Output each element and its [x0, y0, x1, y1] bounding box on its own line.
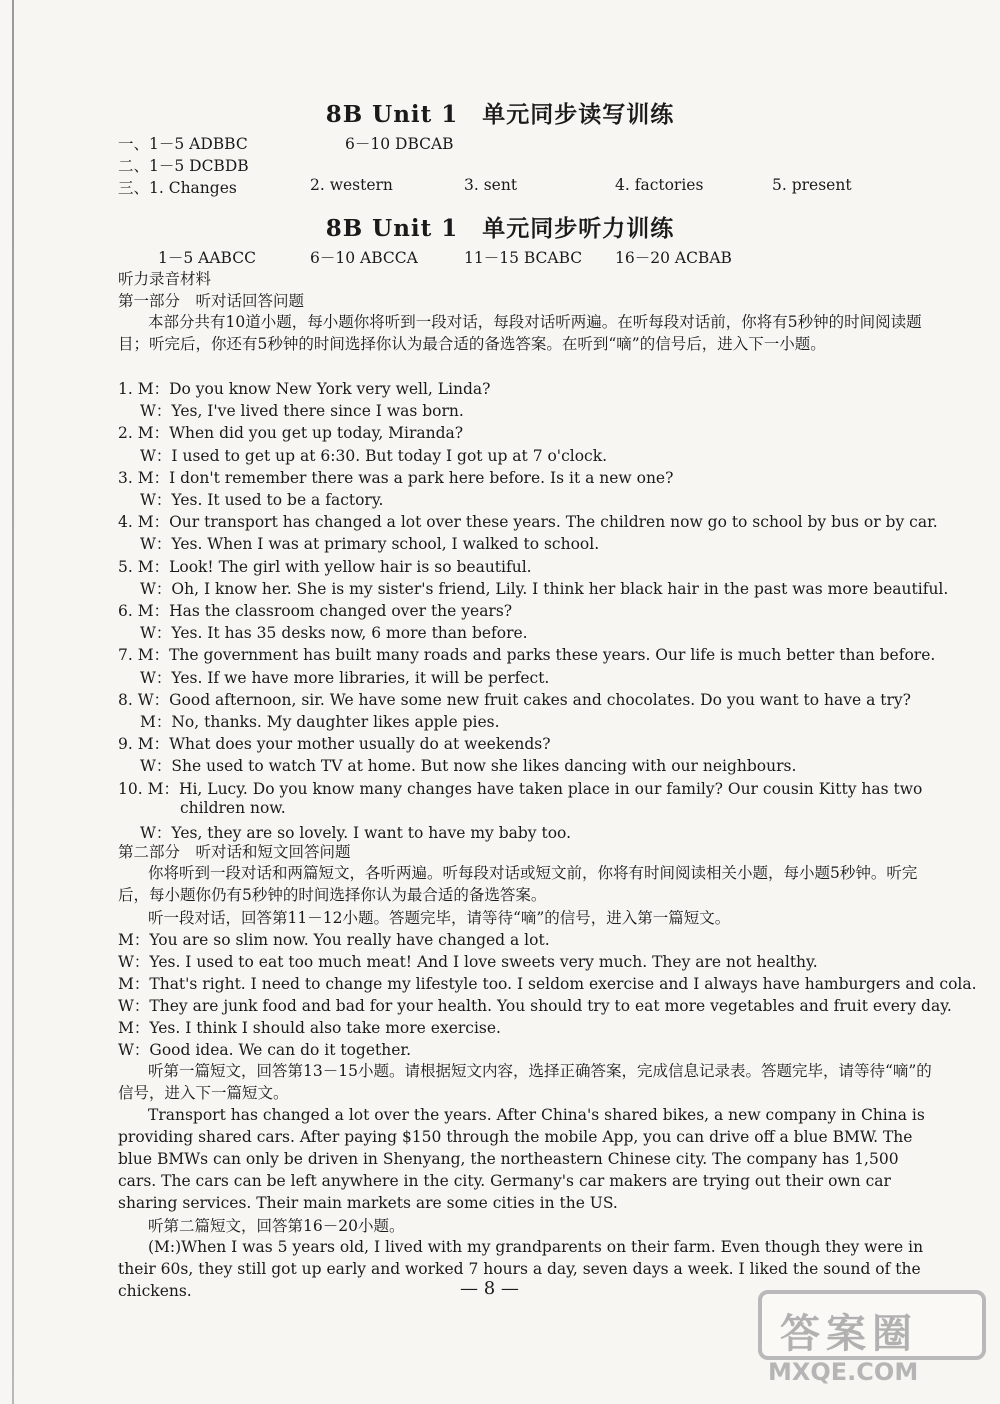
dialogue-intro: 听一段对话，回答第11－12小题。答题完毕，请等待“嘀”的信号，进入第一篇短文。 [148, 909, 731, 927]
reading-row3-c: 3. sent [464, 176, 518, 194]
passage1-text: Transport has changed a lot over the years. After China's shared bikes, a new company in China is providing shared cars. After paying $150 through the mobile App, you can drive off a blue BMW. The blue BMWs can only be driven in Shenyang, the northeastern Chinese city. The company has 1,500 cars. The cars can be left anywhere in the city. Germany's car makers are trying out their own car sharing services. Their main markets are some cities in the US. [118, 1106, 925, 1212]
part2-heading: 第二部分 听对话和短文回答问题 [118, 843, 351, 861]
dialogue-line: 6. M：Has the classroom changed over the years? [118, 602, 513, 620]
watermark-url: MXQE.COM [768, 1358, 919, 1386]
passage2-intro: 听第二篇短文，回答第16－20小题。 [148, 1217, 405, 1235]
listening-answer-2: 6－10 ABCCA [310, 249, 418, 267]
reading-row2-a: 二、1－5 DCBDB [118, 157, 249, 175]
listening-answer-3: 11－15 BCABC [464, 249, 583, 267]
dialogue-line: M：That's right. I need to change my lifestyle too. I seldom exercise and I always have hamburgers and cola. [118, 975, 977, 993]
dialogue-line: W：Yes. If we have more libraries, it will be perfect. [140, 668, 550, 687]
reading-row3-e: 5. present [772, 176, 852, 194]
dialogue-line: W：Oh, I know her. She is my sister's friend, Lily. I think her black hair in the past was more beautiful. [140, 579, 949, 598]
dialogue-line: 1. M：Do you know New York very well, Linda? [118, 380, 491, 398]
passage2-text: (M:)When I was 5 years old, I lived with my grandparents on their farm. Even though they were in their 60s, they still got up early and worked 7 hours a day, seven days a week. I liked the sound of the chickens. [118, 1238, 924, 1300]
reading-row-3 [0, 176, 1000, 198]
dialogue-line: 7. M：The government has built many roads and parks these years. Our life is much better than before. [118, 646, 936, 665]
dialogue-line: W：Yes. When I was at primary school, I walked to school. [140, 535, 600, 554]
dialogue-line: 10. M：Hi, Lucy. Do you know many changes have taken place in our family? Our cousin Kitty has two [118, 779, 923, 798]
material-label: 听力录音材料 [118, 270, 212, 288]
dialogue-line: M：You are so slim now. You really have changed a lot. [118, 931, 550, 949]
page-number: — 8 — [460, 1278, 519, 1299]
reading-row1-a: 一、1－5 ADBBC [118, 135, 248, 153]
dialogue-line: M：No, thanks. My daughter likes apple pies. [140, 713, 500, 731]
dialogue-line: 4. M：Our transport has changed a lot over these years. The children now go to school by bus or by car. [118, 513, 938, 532]
reading-row-1 [0, 132, 1000, 154]
dialogue-line: 2. M：When did you get up today, Miranda? [118, 424, 464, 443]
part2-intro: 你将听到一段对话和两篇短文，各听两遍。听每段对话或短文前，你将有时间阅读相关小题，每小题5秒钟。听完后，每小题你仍有5秒钟的时间选择你认为最合适的备选答案。 [118, 864, 918, 904]
listening-answers [0, 246, 1000, 268]
dialogue-line: W：Yes, they are so lovely. I want to have my baby too. [140, 824, 572, 842]
dialogue-line: W：She used to watch TV at home. But now she likes dancing with our neighbours. [140, 757, 797, 776]
part1-heading: 第一部分 听对话回答问题 [118, 292, 305, 310]
dialogue-line: W：Yes. I used to eat too much meat! And I love sweets very much. They are not healthy. [118, 953, 818, 971]
reading-row1-b: 6－10 DBCAB [345, 135, 454, 153]
dialogue-line: 8. W：Good afternoon, sir. We have some new fruit cakes and chocolates. Do you want to have a try? [118, 690, 911, 709]
listening-answer-1: 1－5 AABCC [158, 249, 256, 267]
reading-row3-d: 4. factories [615, 176, 704, 194]
listening-answer-4: 16－20 ACBAB [615, 249, 732, 267]
part1-intro: 本部分共有10道小题，每小题你将听到一段对话，每段对话听两遍。在听每段对话前，你将有5秒钟的时间阅读题目；听完后，你还有5秒钟的时间选择你认为最合适的备选答案。在听到“嘀”的信号后，进入下一小题。 [118, 313, 922, 353]
reading-title: 8B Unit 1 单元同步读写训练 [325, 101, 675, 128]
dialogue-line: W：Yes, I've lived there since I was born. [140, 402, 464, 421]
dialogue-line: 3. M：I don't remember there was a park here before. Is it a new one? [118, 468, 674, 487]
dialogue-line: 5. M：Look! The girl with yellow hair is so beautiful. [118, 557, 532, 576]
dialogue-line: 9. M：What does your mother usually do at weekends? [118, 735, 551, 754]
reading-row-2 [0, 154, 1000, 176]
dialogue-line: W：Good idea. We can do it together. [118, 1041, 412, 1059]
dialogue-line: M：Yes. I think I should also take more exercise. [118, 1019, 501, 1037]
watermark-text: 答案圈 [780, 1311, 918, 1357]
reading-row3-a: 三、1. Changes [118, 179, 237, 197]
listening-title: 8B Unit 1 单元同步听力训练 [325, 215, 675, 242]
watermark-logo [758, 1290, 988, 1390]
watermark-box [758, 1290, 986, 1360]
dialogue-line: W：They are junk food and bad for your health. You should try to eat more vegetables and fruit every day. [118, 997, 952, 1015]
passage1-intro: 听第一篇短文，回答第13－15小题。请根据短文内容，选择正确答案，完成信息记录表。答题完毕，请等待“嘀”的信号，进入下一篇短文。 [118, 1062, 932, 1102]
dialogue-line: W：Yes. It has 35 desks now, 6 more than before. [140, 624, 528, 643]
dialogue-line: W：Yes. It used to be a factory. [140, 491, 384, 509]
reading-row3-b: 2. western [310, 176, 393, 194]
dialogue-line: children now. [180, 798, 286, 817]
dialogue-line: W：I used to get up at 6:30. But today I got up at 7 o'clock. [140, 446, 608, 465]
